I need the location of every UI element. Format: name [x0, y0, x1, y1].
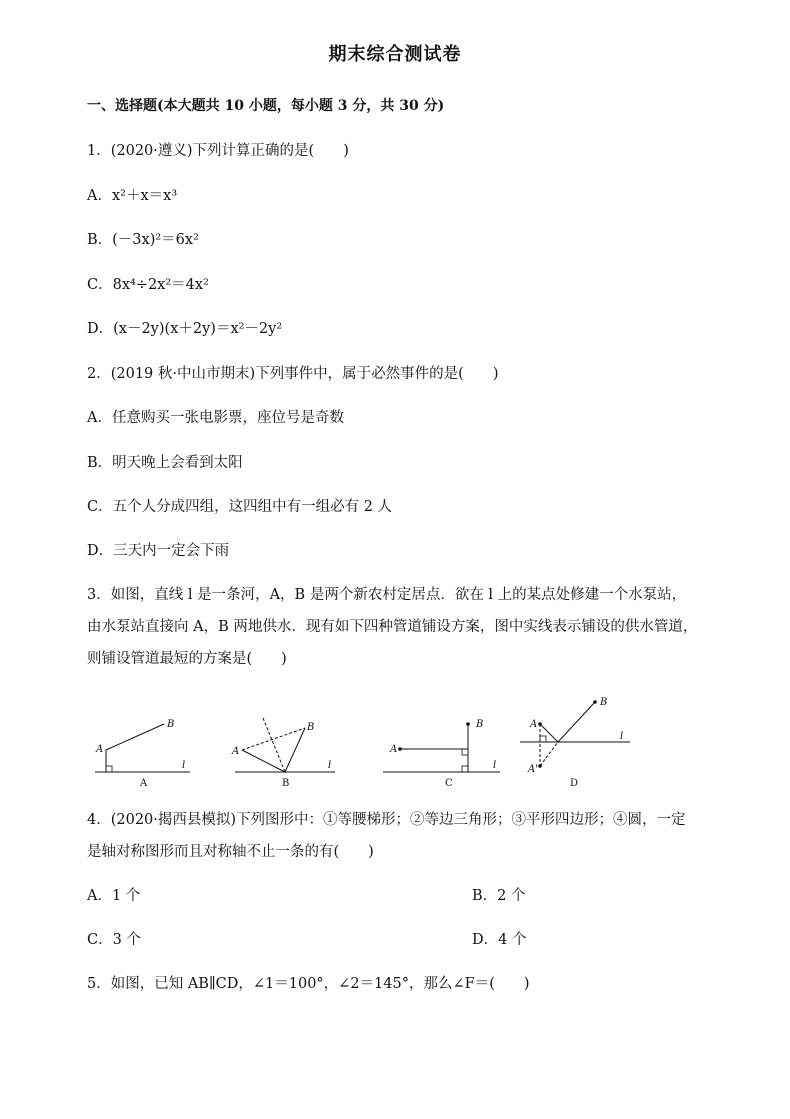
caption-c: C — [445, 778, 453, 789]
label-l: l — [182, 760, 186, 771]
pipe-to-b — [106, 724, 164, 750]
dashed-ab — [242, 728, 305, 750]
section-heading: 一、选择题(本大题共 10 小题，每小题 3 分，共 30 分) — [87, 98, 445, 114]
right-angle-mark — [106, 766, 112, 772]
caption-b: B — [282, 778, 290, 789]
q3-stem-line2: 由水泵站直接向 A，B 两地供水．现有如下四种管道铺设方案，图中实线表示铺设的供水管道， — [87, 619, 698, 635]
label-a: A — [232, 746, 240, 757]
q3-figures — [90, 692, 650, 792]
label-b: B — [476, 719, 484, 730]
q2-option-a: A．任意购买一张电影票，座位号是奇数 — [87, 410, 344, 426]
label-a: A — [96, 744, 104, 755]
label-a: A — [530, 719, 538, 730]
label-b: B — [307, 722, 315, 733]
figure-a — [95, 719, 190, 789]
dashed-perpendicular — [263, 718, 285, 772]
right-angle-mark — [462, 749, 468, 755]
label-l: l — [328, 760, 332, 771]
q3-stem-line1: 3．如图，直线 l 是一条河，A，B 是两个新农村定居点．欲在 l 上的某点处修建一个水泵站， — [87, 587, 687, 603]
q2-option-c: C．五个人分成四组，这四组中有一组必有 2 人 — [87, 499, 393, 515]
q3-stem-line3: 则铺设管道最短的方案是( ) — [87, 651, 287, 667]
label-a: A — [390, 744, 398, 755]
point-b — [466, 722, 470, 726]
label-b: B — [167, 719, 175, 730]
figure-b — [231, 718, 335, 789]
q4-stem-line1: 4．(2020·揭西县模拟)下列图形中：①等腰梯形；②等边三角形；③平形四边形；④圆，一定 — [87, 812, 686, 828]
pipe-a-to-point — [242, 750, 285, 772]
q2-option-b: B．明天晚上会看到太阳 — [87, 455, 243, 471]
right-angle-mark — [462, 766, 468, 772]
q1-stem: 1．(2020·遵义)下列计算正确的是( ) — [87, 143, 349, 159]
label-b: B — [600, 697, 608, 708]
q4-option-d: D．4 个 — [472, 932, 527, 948]
q1-option-c: C．8x⁴÷2x²＝4x² — [87, 277, 209, 293]
page-title: 期末综合测试卷 — [328, 44, 462, 65]
caption-a: A — [140, 778, 148, 789]
q2-stem: 2．(2019 秋·中山市期末)下列事件中，属于必然事件的是( ) — [87, 366, 499, 382]
q3-figures-svg — [90, 692, 650, 792]
right-angle-mark — [540, 736, 546, 742]
pipe-point-to-b — [558, 702, 595, 742]
q4-stem-line2: 是轴对称图形而且对称轴不止一条的有( ) — [87, 844, 374, 860]
pipe-a-to-point — [540, 724, 558, 742]
q2-option-d: D．三天内一定会下雨 — [87, 543, 230, 559]
caption-d: D — [570, 778, 579, 789]
q5-stem: 5．如图，已知 AB∥CD，∠1＝100°，∠2＝145°，那么∠F＝( ) — [87, 976, 530, 992]
q1-option-d: D．(x－2y)(x＋2y)＝x²－2y² — [87, 321, 283, 337]
q4-option-b: B．2 个 — [472, 888, 526, 904]
q4-option-c: C．3 个 — [87, 932, 141, 948]
label-l: l — [493, 760, 497, 771]
dashed-a-prime-to-point — [540, 742, 558, 766]
label-l: l — [620, 731, 624, 742]
pipe-point-to-b — [285, 728, 305, 772]
q1-option-a: A．x²＋x＝x³ — [87, 188, 178, 204]
figure-c — [383, 719, 500, 789]
label-a-prime: A' — [528, 764, 538, 775]
q1-option-b: B．(－3x)²＝6x² — [87, 232, 199, 248]
figure-d — [520, 697, 630, 789]
q4-option-a: A．1 个 — [87, 888, 141, 904]
